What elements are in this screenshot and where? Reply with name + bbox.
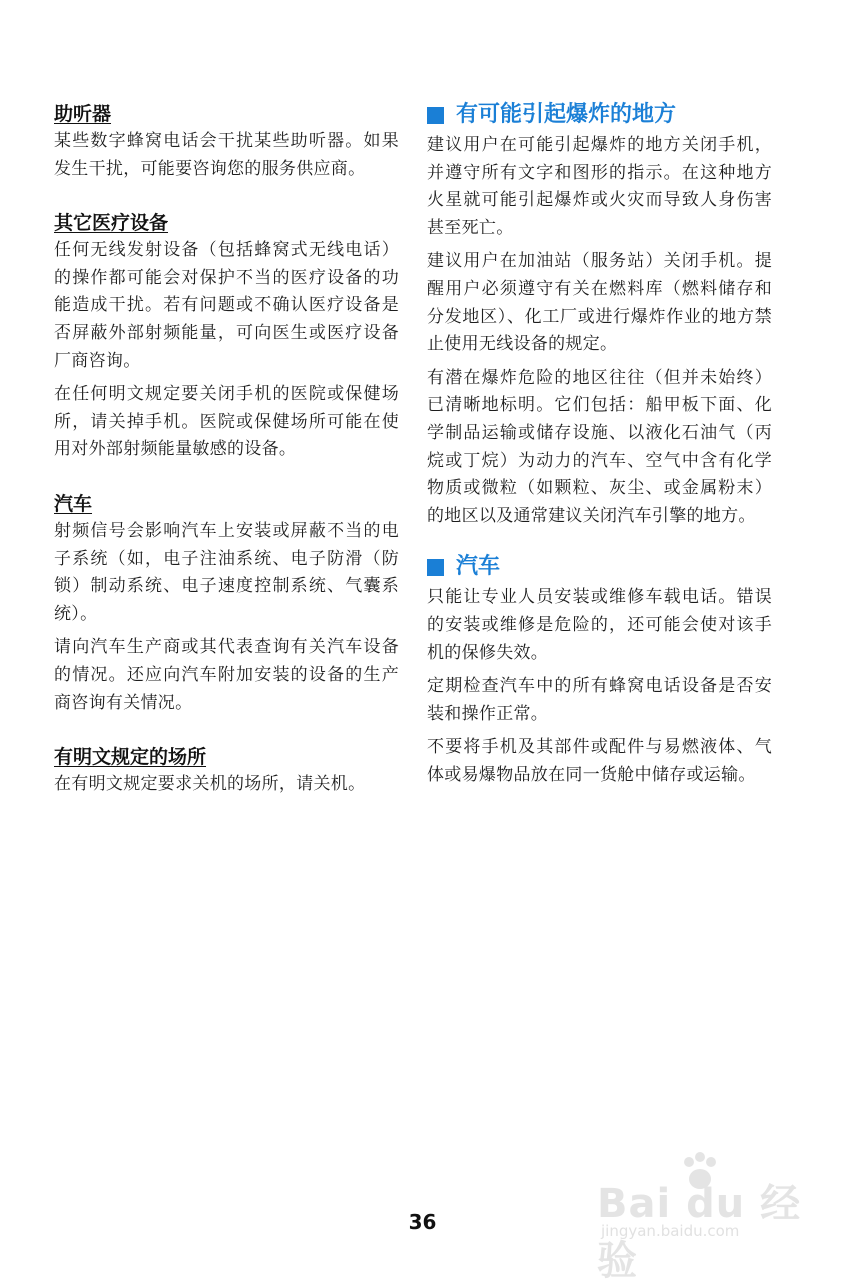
paragraph: 有潜在爆炸危险的地区往往（但并未始终）已清晰地标明。它们包括：船甲板下面、化学制品运输或储存设施、以液化石油气（丙烷或丁烷）为动力的汽车、空气中含有化学物质或微粒（如颗粒、灰尘、或金属粉末）的地区以及通常建议关闭汽车引擎的地方。 (427, 367, 772, 526)
section-vehicles (54, 490, 399, 717)
section-vehicle-safety (427, 552, 772, 789)
paragraph: 建议用户在可能引起爆炸的地方关闭手机，并遵守所有文字和图形的指示。在这种地方火星就可能引起爆炸或火灾而导致人身伤害甚至死亡。 (427, 135, 772, 238)
section-explosive-atmospheres (427, 100, 772, 530)
section-heading-text: 有可能引起爆炸的地方 (456, 102, 677, 127)
section-hearing-aids (54, 100, 399, 183)
section-title: 有明文规定的场所 (54, 746, 207, 769)
section-medical-devices (54, 209, 399, 464)
left-column (54, 100, 399, 825)
paragraph: 任何无线发射设备（包括蜂窝式无线电话）的操作都可能会对保护不当的医疗设备的功能造成干扰。若有问题或不确认医疗设备是否屏蔽外部射频能量，可向医生或医疗设备厂商咨询。 (54, 240, 399, 371)
square-bullet-icon (427, 107, 444, 124)
section-heading (427, 552, 772, 582)
section-title: 助听器 (54, 103, 112, 125)
section-posted-facilities (54, 743, 399, 799)
paragraph: 射频信号会影响汽车上安装或屏蔽不当的电子系统（如，电子注油系统、电子防滑（防锁）制动系统、电子速度控制系统、气囊系统）。 (54, 520, 399, 624)
paragraph: 请向汽车生产商或其代表查询有关汽车设备的情况。还应向汽车附加安装的设备的生产商咨询有关情况。 (54, 637, 399, 713)
paragraph: 只能让专业人员安装或维修车载电话。错误的安装或维修是危险的，还可能会使对该手机的保修失效。 (427, 587, 772, 663)
watermark (597, 1150, 827, 1284)
paragraph: 某些数字蜂窝电话会干扰某些助听器。如果发生干扰，可能要咨询您的服务供应商。 (54, 131, 399, 179)
section-heading-text: 汽车 (456, 554, 501, 580)
page-number: 36 (408, 1210, 437, 1234)
right-column (427, 100, 772, 811)
paragraph: 在任何明文规定要关闭手机的医院或保健场所，请关掉手机。医院或保健场所可能在使用对外部射频能量敏感的设备。 (54, 384, 399, 460)
paragraph: 在有明文规定要求关机的场所，请关机。 (54, 774, 366, 795)
watermark-logo: Bai du 经验 (597, 1181, 802, 1284)
paragraph: 定期检查汽车中的所有蜂窝电话设备是否安装和操作正常。 (427, 676, 772, 724)
square-bullet-icon (427, 559, 444, 576)
paragraph: 建议用户在加油站（服务站）关闭手机。提醒用户必须遵守有关在燃料库（燃料储存和分发地区）、化工厂或进行爆炸作业的地方禁止使用无线设备的规定。 (427, 251, 772, 355)
section-heading (427, 100, 772, 130)
paragraph: 不要将手机及其部件或配件与易燃液体、气体或易爆物品放在同一货舱中储存或运输。 (427, 737, 772, 785)
watermark-url: jingyan.baidu.com (601, 1222, 740, 1240)
section-title: 汽车 (54, 492, 93, 515)
section-title: 其它医疗设备 (54, 212, 169, 235)
